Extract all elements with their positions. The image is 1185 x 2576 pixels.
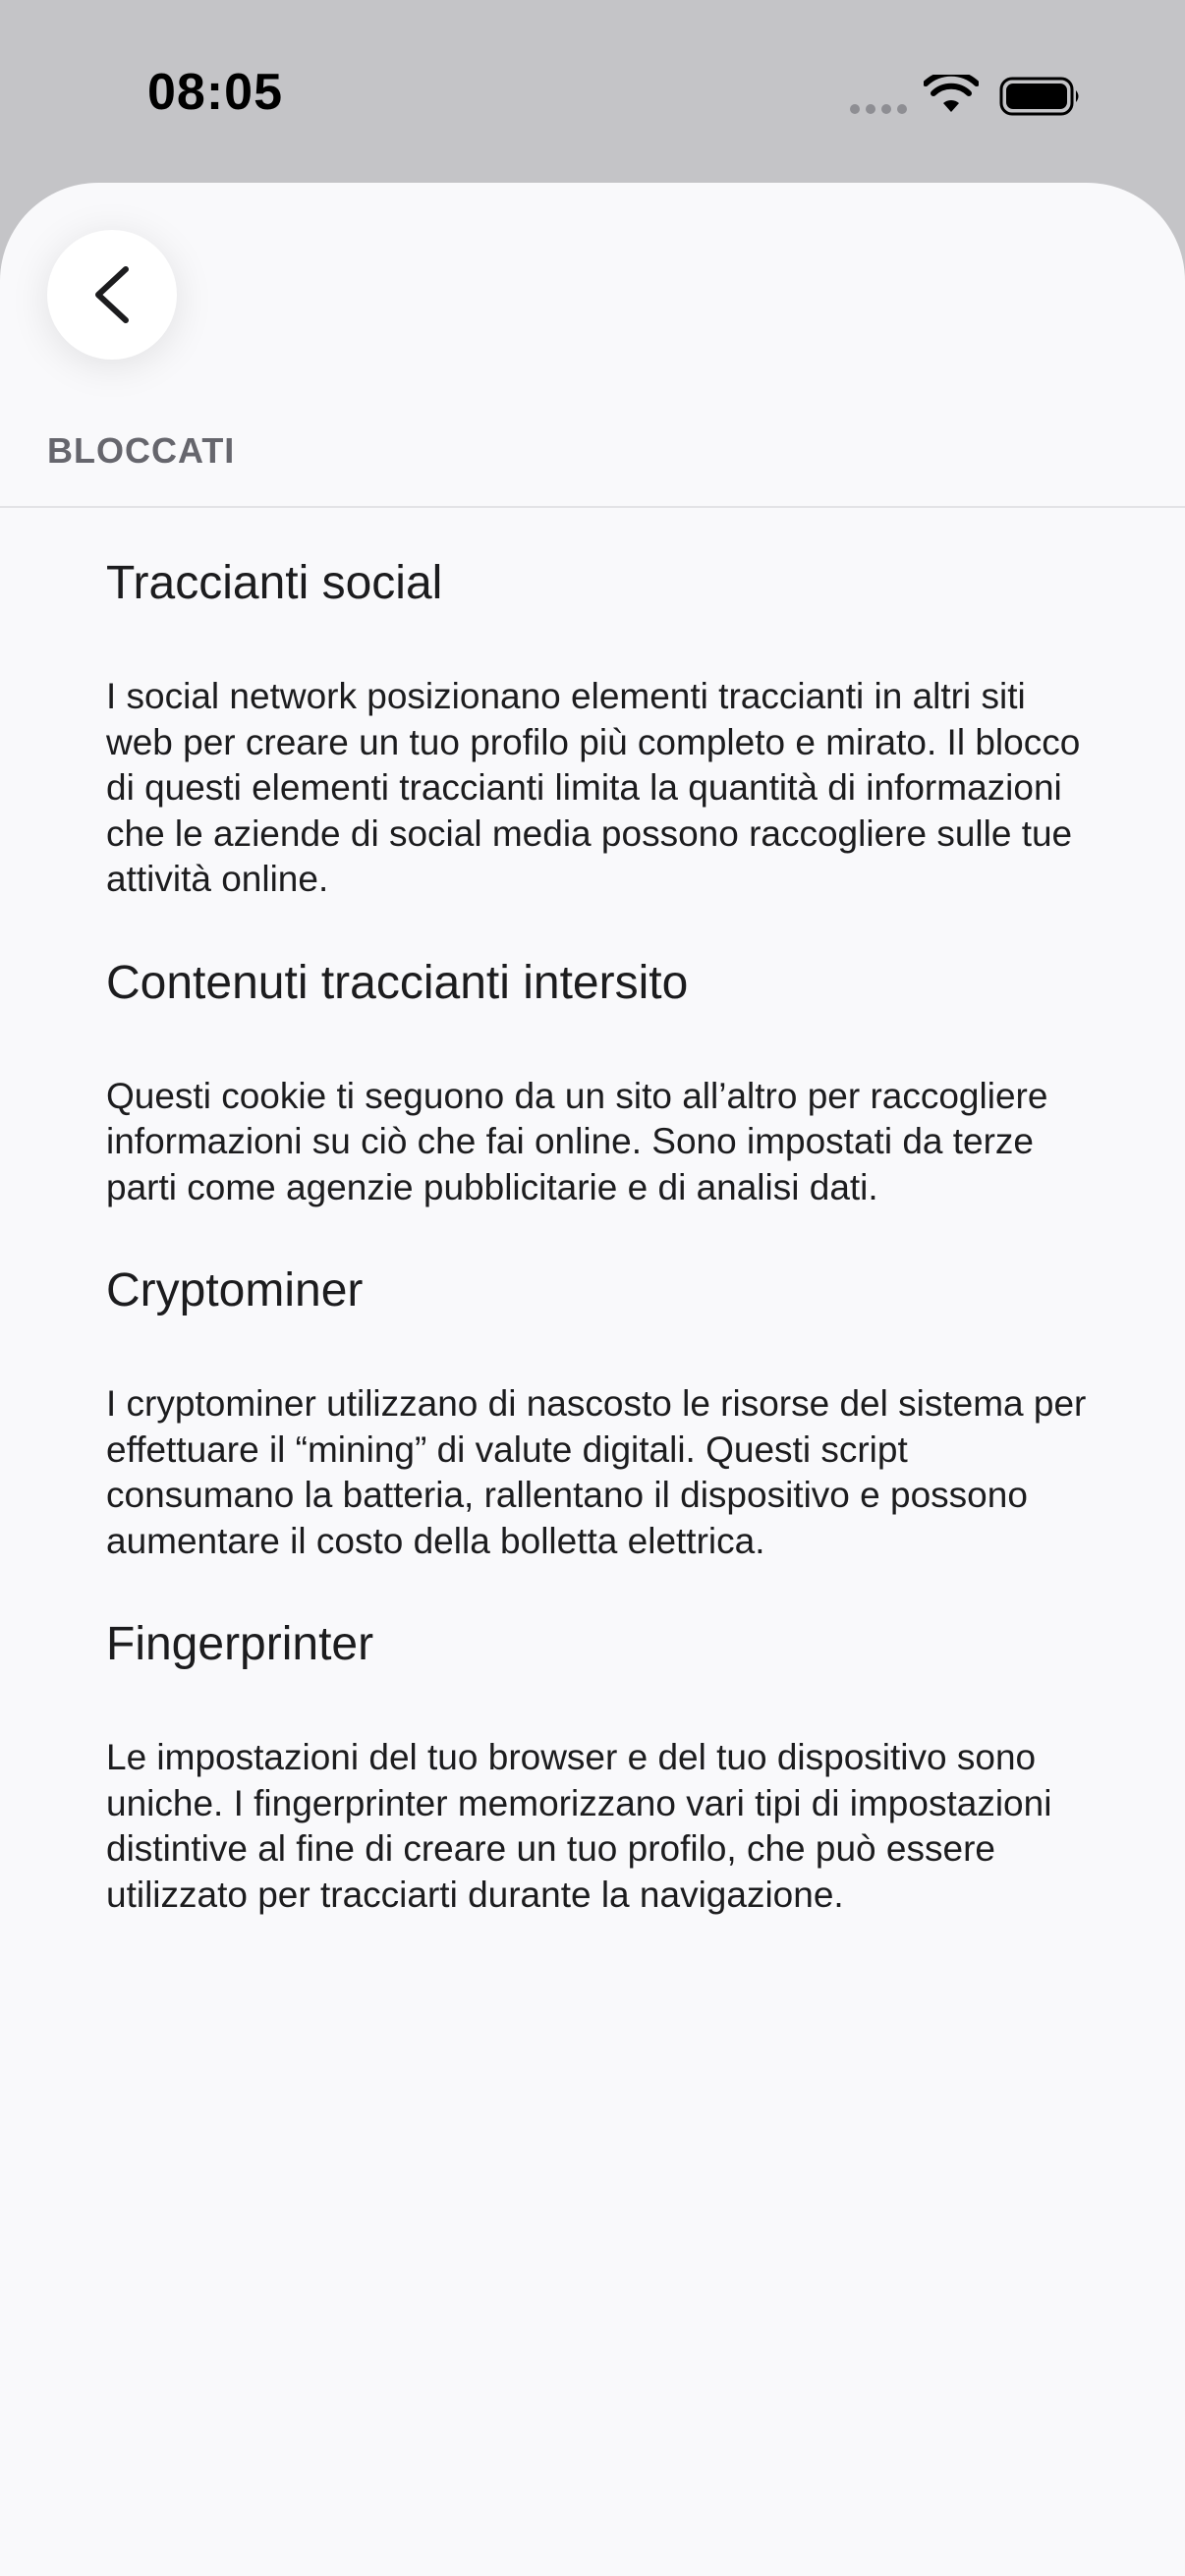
tracker-info-sheet — [0, 183, 1185, 2576]
tracker-list — [106, 554, 1089, 1969]
item-description: Questi cookie ti seguono da un sito all’altro per raccogliere informazioni su ciò che fai online. Sono impostati da terze parti come agenzie pubblicitarie e di analisi dati. — [106, 1075, 1048, 1207]
divider — [0, 506, 1185, 508]
tracker-item-cryptominer — [106, 1261, 1089, 1564]
battery-icon — [999, 77, 1082, 116]
tracker-item-fingerprinter — [106, 1615, 1089, 1918]
cellular-dots-icon — [850, 104, 907, 114]
section-label: BLOCCATI — [47, 430, 236, 471]
tracker-item-social — [106, 554, 1089, 903]
status-time: 08:05 — [147, 64, 283, 121]
item-description: I cryptominer utilizzano di nascosto le risorse del sistema per effettuare il “mining” di valute digitali. Questi script consumano la batteria, rallentano il dispositivo e possono aumentare il costo della bolletta elettrica. — [106, 1383, 1087, 1561]
wifi-icon — [924, 75, 979, 114]
item-title: Cryptominer — [106, 1264, 364, 1316]
item-description: I social network posizionano elementi traccianti in altri siti web per creare un tuo profilo più completo e mirato. Il blocco di questi elementi traccianti limita la quantità di informazioni che le aziende di social media possono raccogliere sulle tue attività online. — [106, 676, 1081, 899]
status-bar — [0, 0, 1185, 187]
item-description: Le impostazioni del tuo browser e del tuo dispositivo sono uniche. I fingerprinter memorizzano vari tipi di impostazioni distintive al fine di creare un tuo profilo, che può essere utilizzato per tracciarti durante la navigazione. — [106, 1737, 1052, 1915]
chevron-left-icon — [88, 265, 136, 324]
back-button[interactable] — [47, 230, 177, 360]
item-title: Contenuti traccianti intersito — [106, 956, 689, 1009]
item-title: Fingerprinter — [106, 1618, 374, 1670]
tracker-item-cross-site — [106, 954, 1089, 1211]
item-title: Traccianti social — [106, 557, 443, 609]
